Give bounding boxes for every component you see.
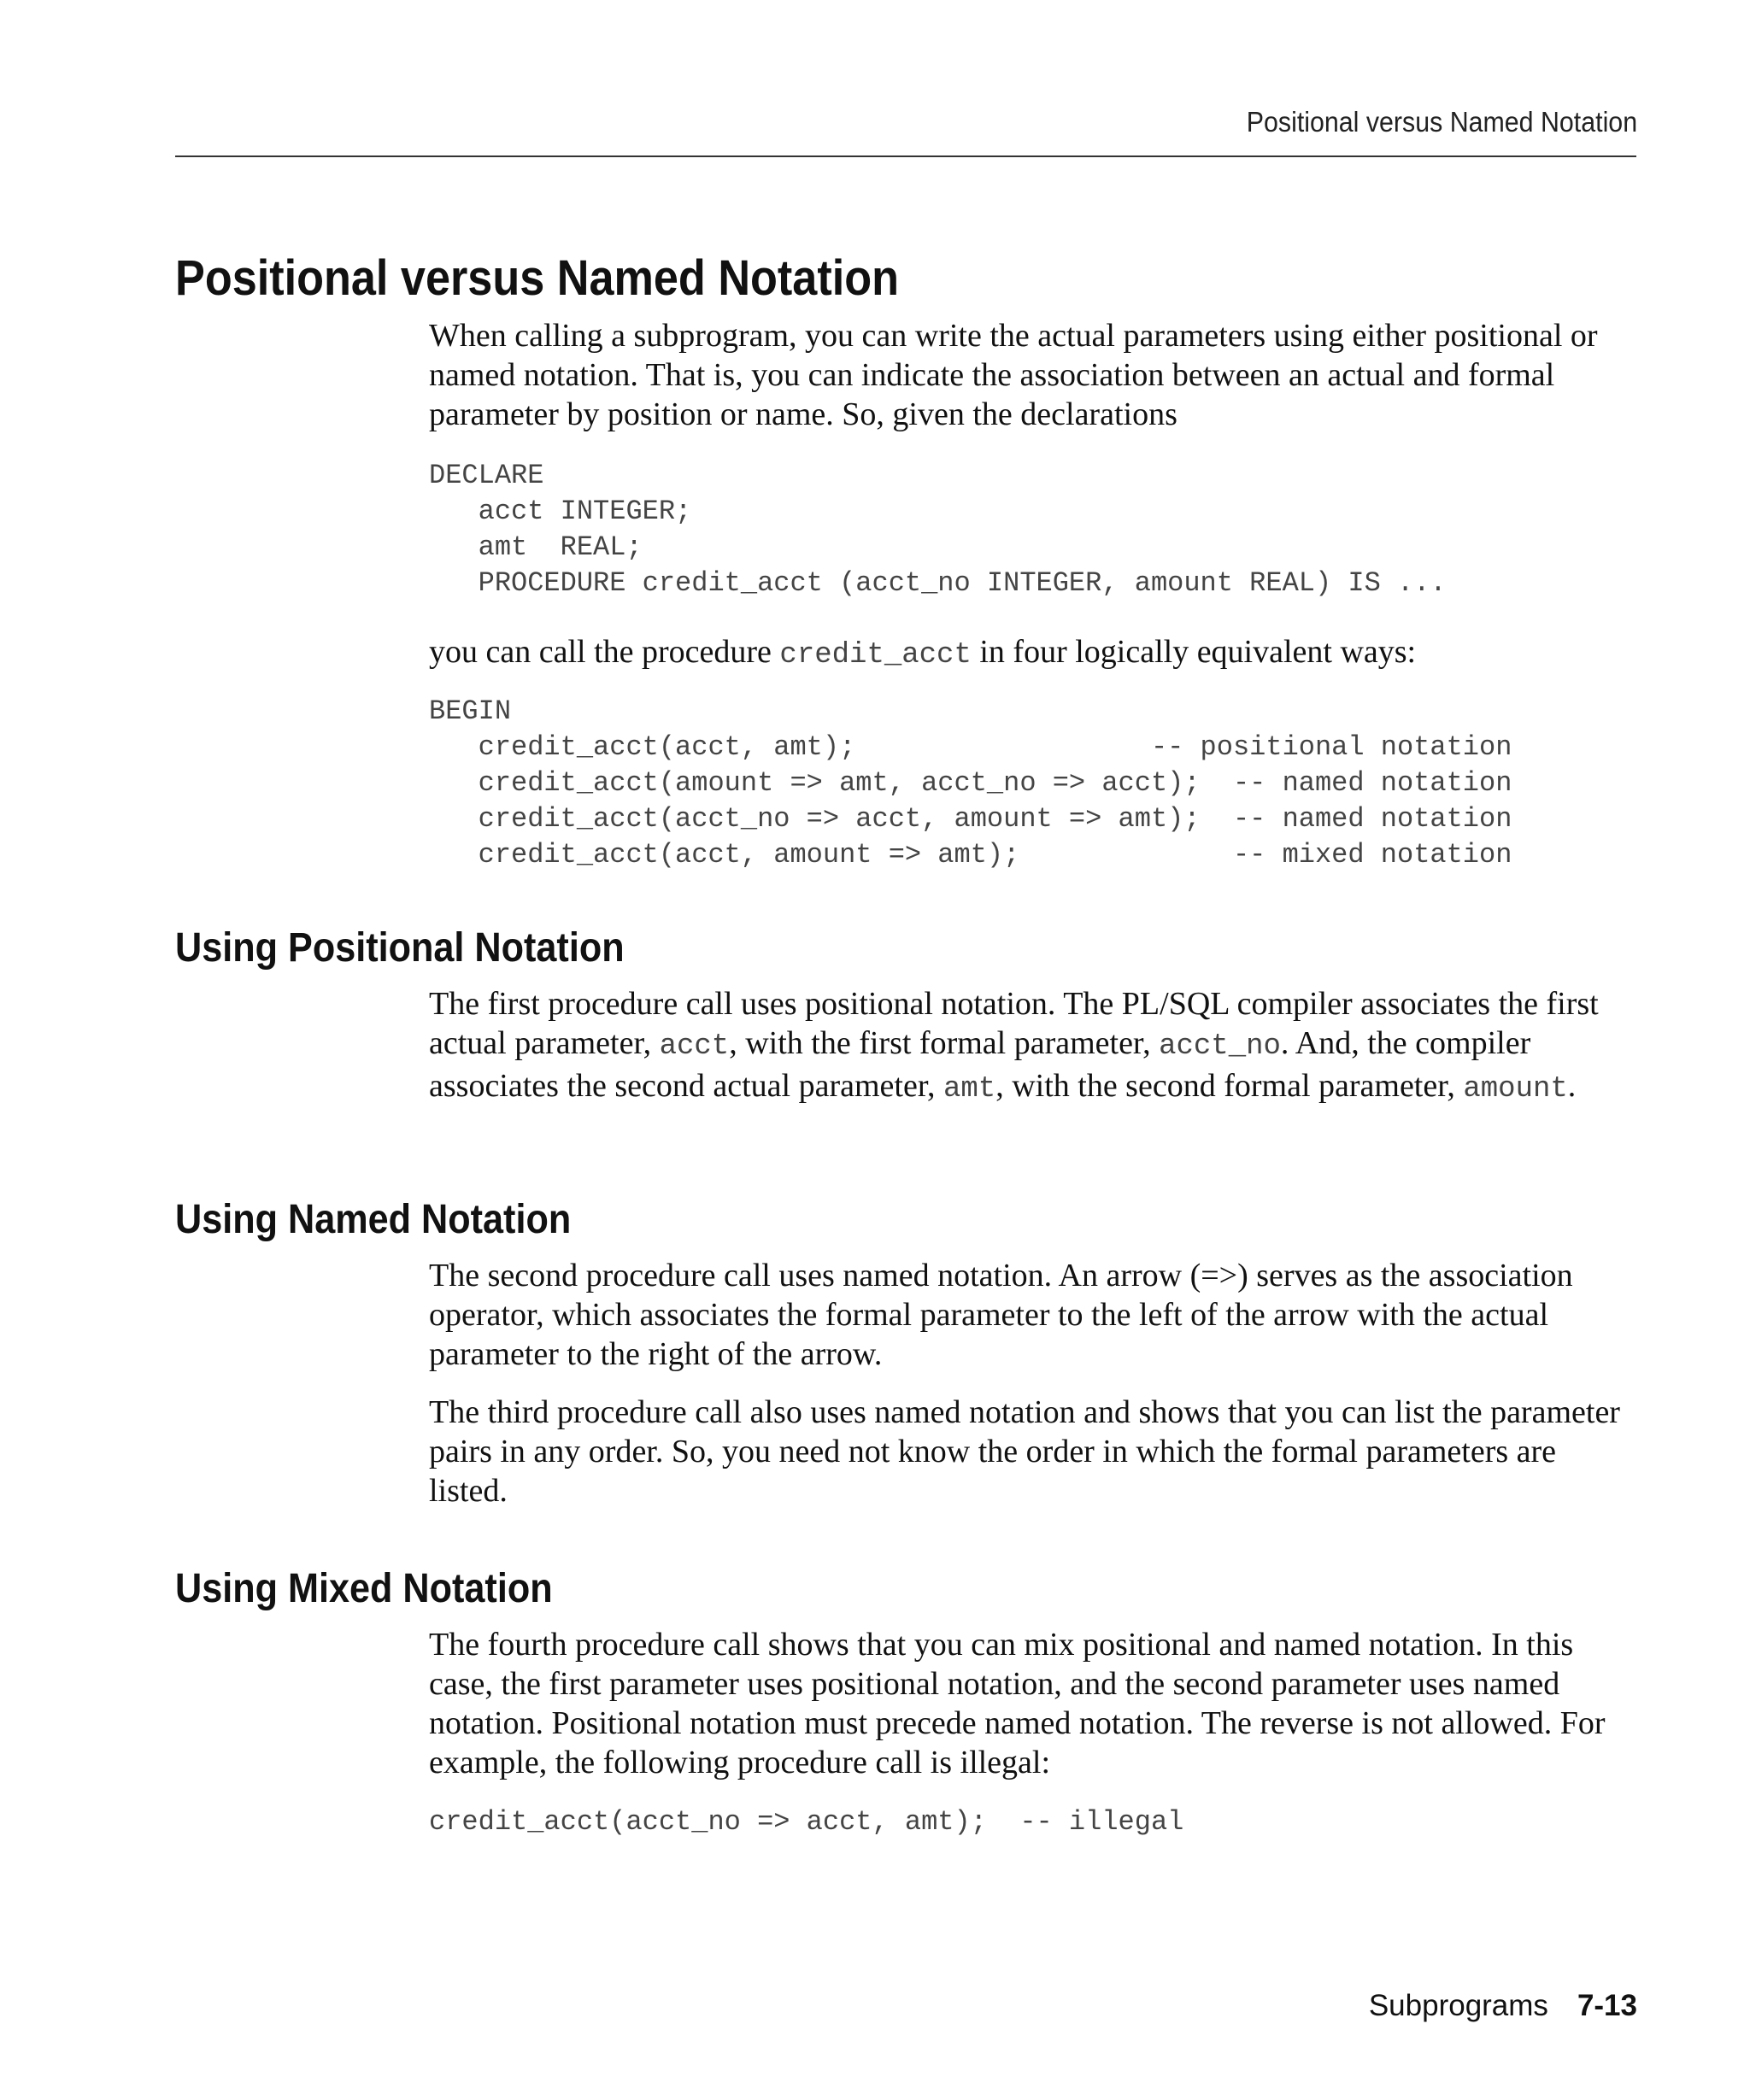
declare-code-block (429, 458, 1642, 601)
inline-code: amount (1463, 1073, 1568, 1106)
section-title-named: Using Named Notation (175, 1197, 572, 1242)
inline-code: acct_no (1159, 1030, 1281, 1063)
mixed-paragraph: The fourth procedure call shows that you can mix positional and named notation. In this case, the first parameter uses positional notation, and the second parameter uses named notation. Positional notation must precede named notation. The reverse is not allowed. For example, the following procedure call is illegal: (429, 1627, 1606, 1780)
call-text-block (429, 632, 1642, 675)
code-line: amt REAL; (429, 531, 643, 563)
running-header: Positional versus Named Notation (1246, 106, 1637, 138)
code-line: PROCEDURE credit_acct (acct_no INTEGER, amount REAL) IS ... (429, 567, 1447, 599)
page-footer (1369, 1989, 1637, 2023)
inline-code: credit_acct (779, 639, 972, 672)
illegal-code-block (429, 1804, 1642, 1840)
code-line: acct INTEGER; (429, 496, 692, 527)
inline-code: amt (943, 1073, 996, 1106)
inline-code: acct (659, 1030, 730, 1063)
call-text-paragraph: you can call the procedure credit_acct in four logically equivalent ways: (429, 634, 1417, 672)
code-line: credit_acct(acct, amount => amt); -- mixed notation (429, 839, 1512, 871)
named-paragraph-1: The second procedure call uses named notation. An arrow (=>) serves as the association operator, which associates the formal parameter to the left of the arrow with the actual parameter to the right of the arrow. (429, 1258, 1573, 1372)
code-line: credit_acct(amount => amt, acct_no => acct); -- named notation (429, 767, 1512, 799)
positional-paragraph: The first procedure call uses positional notation. The PL/SQL compiler associates the first actual parameter, acct, with the first formal parameter, acct_no. And, the compiler associates the second actual parameter, amt, with the second formal parameter, amount. (429, 986, 1599, 1106)
positional-block (429, 984, 1642, 1109)
section-title-positional: Using Positional Notation (175, 925, 625, 971)
code-line: BEGIN (429, 695, 512, 727)
section-title-mixed: Using Mixed Notation (175, 1566, 553, 1611)
named-block (429, 1256, 1642, 1510)
named-paragraph-2: The third procedure call also uses named notation and shows that you can list the parameter pairs in any order. So, you need not know the order in which the formal parameters are listed. (429, 1394, 1620, 1509)
begin-code (429, 694, 1642, 873)
header-rule (175, 155, 1636, 157)
code-line: credit_acct(acct_no => acct, amount => amt); -- named notation (429, 803, 1512, 835)
begin-code-block (429, 694, 1642, 873)
main-intro-paragraph: When calling a subprogram, you can write the actual parameters using either positional or named notation. That is, you can indicate the association between an actual and formal parameter by position or name. So, given the declarations (429, 318, 1598, 432)
code-line: DECLARE (429, 460, 544, 491)
page-number: 7-13 (1577, 1989, 1637, 2022)
footer-chapter: Subprograms (1368, 1989, 1548, 2022)
section-title-main: Positional versus Named Notation (175, 250, 899, 306)
mixed-block (429, 1625, 1642, 1782)
illegal-code: credit_acct(acct_no => acct, amt); -- illegal (429, 1806, 1184, 1838)
main-intro-block (429, 316, 1642, 434)
code-line: credit_acct(acct, amt); -- positional notation (429, 731, 1512, 763)
declare-code (429, 458, 1642, 601)
